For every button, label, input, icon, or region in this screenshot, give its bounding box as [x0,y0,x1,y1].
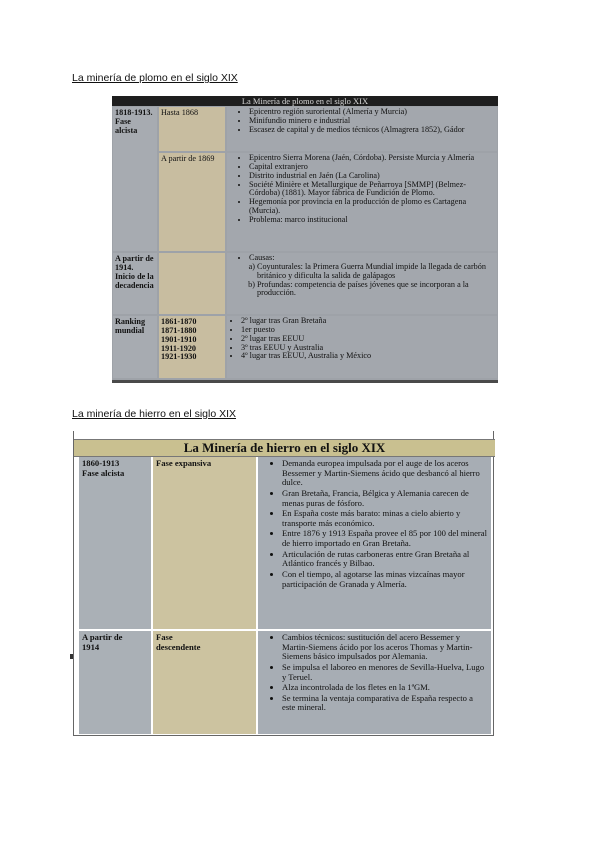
lead-row4-decades: 1861-1870 1871-1880 1901-1910 1911-1920 1921-1930 [159,316,225,378]
lead-table-title: La Minería de plomo en el siglo XIX [112,96,498,106]
lead-row3-bullets: • Causas: a. Coyunturales: la Primera Guerra Mundial impide la llegada de carbón británico y dificulta la salida de galápagos b. Profundas: competencia de países jóvenes que se incorporan a la producción. [227,253,497,314]
iron-row2-bullets: • Cambios técnicos: sustitución del acero Bessemer y Martin-Siemens ácido por los aceros Thomas y Martin-Siemens básico impulsados por Alemania. • Se impulsa el laboreo en menores de Sevilla-Huelva, Lugo y Teruel. • Alza incontrolada de los fletes en la 1ªGM. • Se termina la ventaja comparativa de España respecto a este mineral. [258,631,491,734]
iron-row1-period: 1860-1913 Fase alcista [79,457,151,629]
lead-row4-bullets: • 2º lugar tras Gran Bretaña • 1er puesto • 2º lugar tras EEUU • 3º tras EEUU y Australia • 4º lugar tras EEUU, Australia y México [227,316,497,378]
margin-mark [70,654,73,659]
iron-table-title: La Minería de hierro en el siglo XIX [74,439,495,457]
lead-row3-period: A partir de 1914. Inicio de la decadencia [113,253,157,314]
iron-mining-table [73,431,494,736]
lead-row1-subperiod: Hasta 1868 [159,107,225,151]
lead-mining-table [112,96,498,383]
iron-row1-phase: Fase expansiva [153,457,256,629]
lead-row2-bullets: • Epicentro Sierra Morena (Jaén, Córdoba). Persiste Murcia y Almería • Capital extranjero • Distrito industrial en Jaén (La Carolina) • Société Minière et Metallurgique de Peñarroya [SMMP] (Belmez-Córdoba) (1881). Mayor fábrica de Fundición de Plomo. • Hegemonía por provincia en la producción de plomo es Cartagena (Murcia). • Problema: marco institucional [227,153,497,251]
lead-row3-subperiod [159,253,225,314]
lead-row2-period-empty [113,217,157,251]
iron-section-heading: La minería de hierro en el siglo XIX [72,408,237,420]
lead-row4-label: Ranking mundial [113,316,157,378]
lead-row2-subperiod: A partir de 1869 [159,153,225,251]
iron-row2-period: A partir de 1914 [79,631,151,734]
lead-row1-bullets: • Epicentro región suroriental (Almería y Murcia) • Minifundio minero e industrial • Escasez de capital y de medios técnicos (Almagrera 1852), Gádor [227,107,497,151]
lead-section-heading: La minería de plomo en el siglo XIX [72,72,238,84]
iron-row1-bullets: • Demanda europea impulsada por el auge de los aceros Bessemer y Martin-Siemens ácido que desbancó al hierro dulce. • Gran Bretaña, Francia, Bélgica y Alemania carecen de menas puras de fósforo. • En España coste más barato: minas a cielo abierto y transporte más económico. • Entre 1876 y 1913 España provee el 85 por 100 del mineral de hierro importado en Gran Bretaña. • Articulación de rutas carboneras entre Gran Bretaña al Atlántico francés y Bilbao. • Con el tiempo, al agotarse las minas vizcaínas mayor participación de Granada y Almería. [258,457,491,629]
lead-row1-period: 1818-1913. Fase alcista [113,107,157,217]
iron-row2-phase: Fase descendente [153,631,256,734]
